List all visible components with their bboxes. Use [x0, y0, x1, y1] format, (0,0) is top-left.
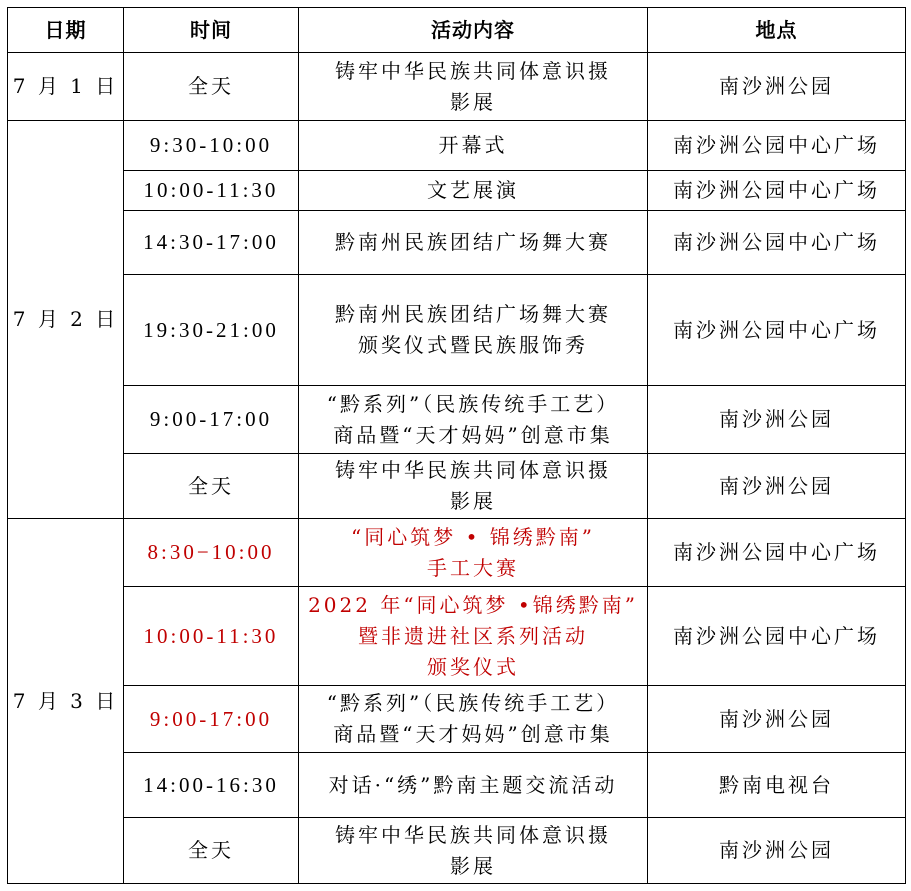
activity-line: 影展	[450, 853, 496, 878]
activity-cell	[299, 587, 648, 686]
table-row	[8, 121, 906, 171]
time-cell: 全天	[124, 454, 299, 519]
activity-line: “黔系列”（民族传统手工艺）	[326, 391, 620, 416]
activity-line: 开幕式	[438, 133, 508, 157]
activity-line: 颁奖仪式暨民族服饰秀	[358, 333, 588, 357]
time-cell: 全天	[124, 53, 299, 121]
date-cell: 7 月 1 日	[8, 53, 124, 121]
schedule-table	[7, 7, 906, 884]
activity-line: 对话·“绣”黔南主题交流活动	[328, 772, 618, 797]
location-cell: 南沙洲公园	[648, 53, 906, 121]
activity-line: 影展	[450, 489, 496, 513]
time-cell: 14:30-17:00	[124, 211, 299, 275]
location-cell: 南沙洲公园中心广场	[648, 519, 906, 587]
activity-cell	[299, 53, 648, 121]
activity-cell	[299, 753, 648, 818]
time-cell: 全天	[124, 818, 299, 884]
table-row	[8, 171, 906, 211]
table-row	[8, 53, 906, 121]
table-row	[8, 519, 906, 587]
header-date: 日期	[8, 8, 124, 53]
table-row	[8, 454, 906, 519]
location-cell: 黔南电视台	[648, 753, 906, 818]
activity-line: “同心筑梦 • 锦绣黔南”	[351, 524, 595, 549]
table-row	[8, 275, 906, 386]
activity-cell	[299, 386, 648, 454]
activity-cell	[299, 211, 648, 275]
location-cell: 南沙洲公园	[648, 386, 906, 454]
header-activity: 活动内容	[299, 8, 648, 53]
activity-line: 2022 年“同心筑梦 •锦绣黔南”	[308, 592, 638, 617]
table-row	[8, 753, 906, 818]
table-row	[8, 686, 906, 753]
activity-cell	[299, 818, 648, 884]
date-cell: 7 月 3 日	[8, 519, 124, 884]
time-cell: 14:00-16:30	[124, 753, 299, 818]
table-row	[8, 211, 906, 275]
header-row	[8, 8, 906, 53]
table-row	[8, 818, 906, 884]
activity-cell	[299, 519, 648, 587]
activity-line: 影展	[450, 89, 496, 114]
header-location: 地点	[648, 8, 906, 53]
activity-cell	[299, 121, 648, 171]
time-cell: 10:00-11:30	[124, 587, 299, 686]
location-cell: 南沙洲公园中心广场	[648, 587, 906, 686]
activity-cell	[299, 275, 648, 386]
time-cell: 19:30-21:00	[124, 275, 299, 386]
activity-line: 文艺展演	[427, 178, 519, 202]
activity-line: 商品暨“天才妈妈”创意市集	[333, 422, 613, 447]
location-cell: 南沙洲公园	[648, 686, 906, 753]
activity-line: 铸牢中华民族共同体意识摄	[335, 58, 611, 83]
activity-line: 暨非遗进社区系列活动	[358, 623, 588, 648]
activity-cell	[299, 171, 648, 211]
activity-line: 黔南州民族团结广场舞大赛	[335, 302, 611, 326]
time-cell: 9:00-17:00	[124, 386, 299, 454]
table-row	[8, 587, 906, 686]
activity-line: 铸牢中华民族共同体意识摄	[335, 458, 611, 482]
activity-line: 手工大赛	[427, 555, 519, 580]
activity-cell	[299, 454, 648, 519]
table-row	[8, 386, 906, 454]
location-cell: 南沙洲公园中心广场	[648, 121, 906, 171]
location-cell: 南沙洲公园中心广场	[648, 171, 906, 211]
time-cell: 10:00-11:30	[124, 171, 299, 211]
location-cell: 南沙洲公园中心广场	[648, 275, 906, 386]
time-cell: 9:30-10:00	[124, 121, 299, 171]
activity-line: 商品暨“天才妈妈”创意市集	[333, 722, 613, 746]
location-cell: 南沙洲公园中心广场	[648, 211, 906, 275]
activity-line: “黔系列”（民族传统手工艺）	[326, 691, 620, 715]
header-time: 时间	[124, 8, 299, 53]
date-cell: 7 月 2 日	[8, 121, 124, 519]
time-cell: 8:30−10:00	[124, 519, 299, 587]
activity-cell	[299, 686, 648, 753]
location-cell: 南沙洲公园	[648, 454, 906, 519]
activity-line: 颁奖仪式	[427, 654, 519, 679]
activity-line: 黔南州民族团结广场舞大赛	[335, 230, 611, 254]
location-cell: 南沙洲公园	[648, 818, 906, 884]
activity-line: 铸牢中华民族共同体意识摄	[335, 822, 611, 847]
time-cell: 9:00-17:00	[124, 686, 299, 753]
